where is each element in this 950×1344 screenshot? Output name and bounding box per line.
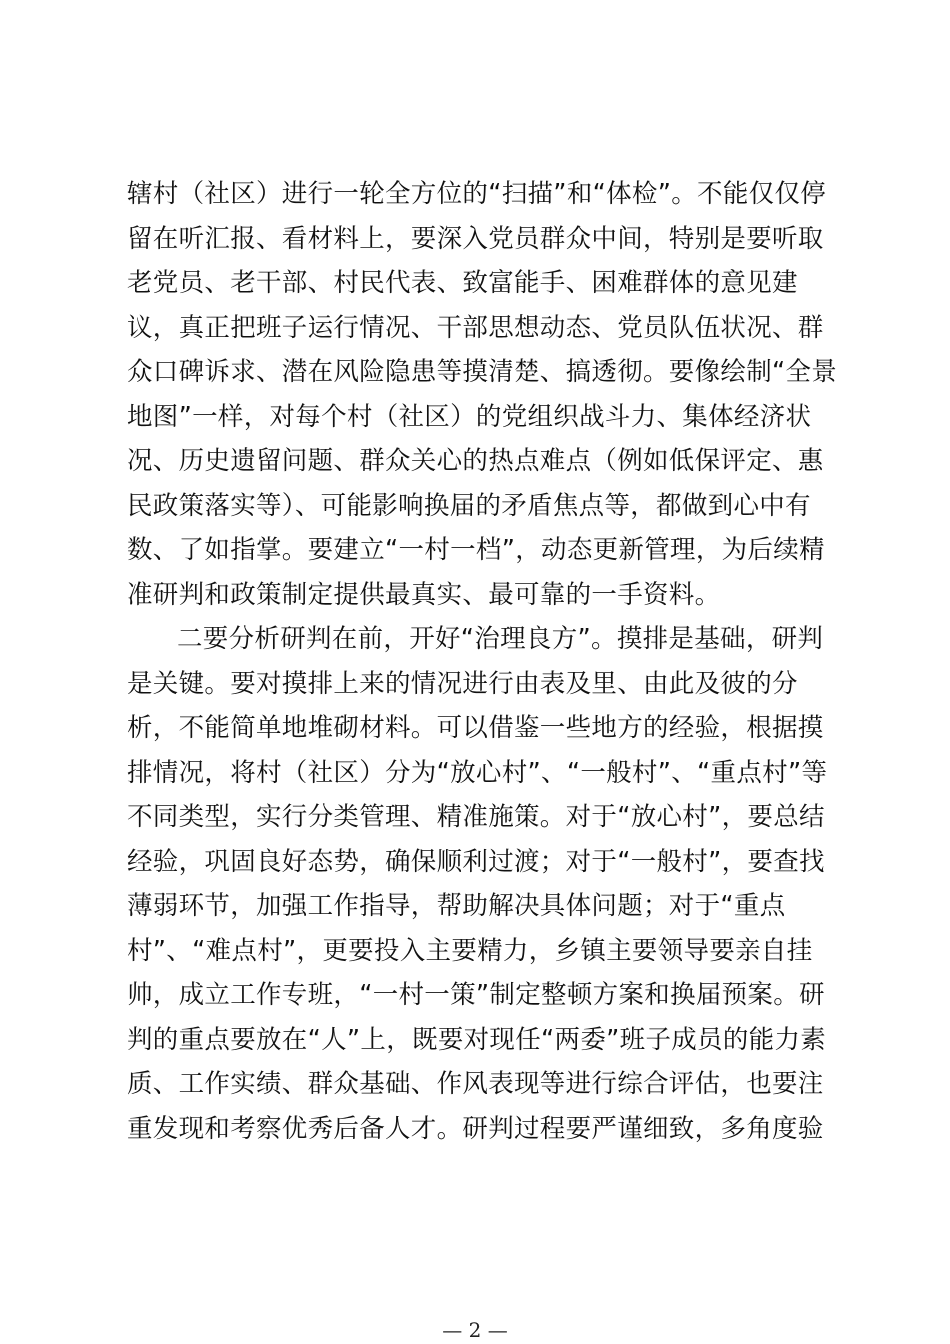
text-line: 薄弱环节，加强工作指导，帮助解决具体问题；对于“重点: [127, 891, 786, 921]
text-line: 老党员、老干部、村民代表、致富能手、困难群体的意见建: [127, 268, 798, 298]
text-line: 民政策落实等）、可能影响换届的矛盾焦点等，都做到心中有: [127, 490, 811, 521]
paragraph-start-line: 二要分析研判在前，开好“治理良方”。摸排是基础，研判: [177, 624, 824, 654]
text-line: 帅，成立工作专班，“一村一策”制定整顿方案和换届预案。研: [127, 980, 825, 1010]
text-line: 准研判和政策制定提供最真实、最可靠的一手资料。: [127, 579, 721, 610]
text-line: 村”、“难点村”，更要投入主要精力，乡镇主要领导要亲自挂: [127, 935, 813, 966]
page-number: — 2 —: [442, 1318, 508, 1342]
text-line: 留在听汇报、看材料上，要深入党员群众中间，特别是要听取: [127, 223, 824, 254]
text-line: 经验，巩固良好态势，确保顺利过渡；对于“一般村”，要查找: [127, 846, 825, 877]
body-text: [127, 172, 838, 1151]
text-line: 众口碑诉求、潜在风险隐患等摸清楚、搞透彻。要像绘制“全景: [127, 357, 838, 387]
text-line: 重发现和考察优秀后备人才。研判过程要严谨细致，多角度验: [127, 1113, 824, 1144]
text-line: 议，真正把班子运行情况、干部思想动态、党员队伍状况、群: [127, 312, 824, 343]
text-line: 判的重点要放在“人”上，既要对现任“两委”班子成员的能力素: [127, 1024, 827, 1055]
text-line: 况、历史遗留问题、群众关心的热点难点（例如低保评定、惠: [127, 446, 824, 476]
text-line: 是关键。要对摸排上来的情况进行由表及里、由此及彼的分: [127, 668, 798, 699]
text-line: 辖村（社区）进行一轮全方位的“扫描”和“体检”。不能仅仅停: [127, 179, 827, 209]
text-line: 数、了如指掌。要建立“一村一档”，动态更新管理，为后续精: [127, 535, 825, 565]
text-line: 地图”一样，对每个村（社区）的党组织战斗力、集体经济状: [127, 401, 812, 432]
text-line: 质、工作实绩、群众基础、作风表现等进行综合评估，也要注: [127, 1069, 824, 1099]
text-line: 不同类型，实行分类管理、精准施策。对于“放心村”，要总结: [127, 802, 825, 832]
text-line: 析，不能简单地堆砌材料。可以借鉴一些地方的经验，根据摸: [127, 713, 824, 743]
text-line: 排情况，将村（社区）分为“放心村”、“一般村”、“重点村”等: [127, 757, 828, 788]
